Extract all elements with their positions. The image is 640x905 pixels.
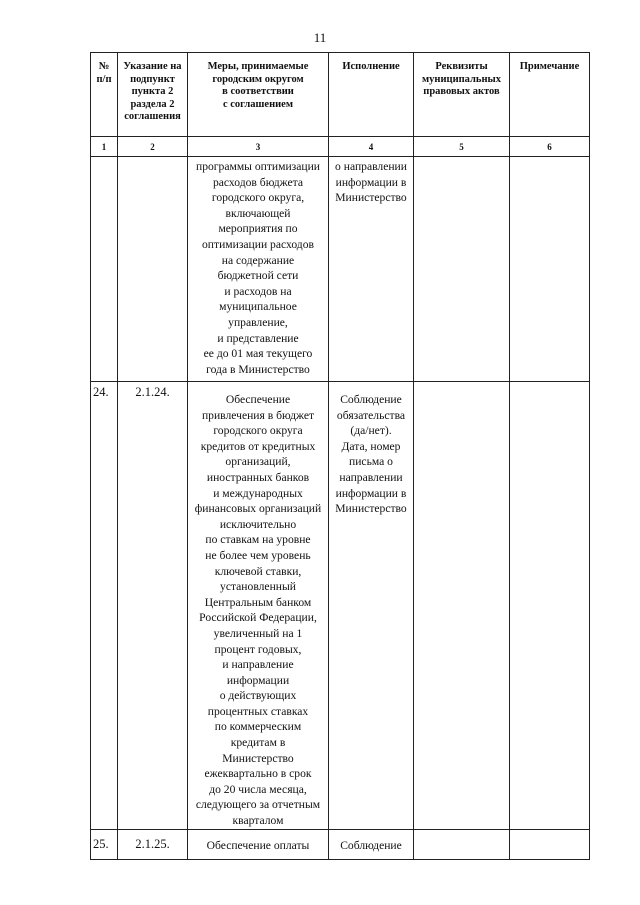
row-legal-acts (414, 157, 510, 382)
text-line: организаций, (225, 455, 291, 469)
text-line: Дата, номер (341, 439, 401, 453)
column-number-row (91, 137, 590, 157)
row-measure (188, 829, 329, 859)
text-line: исключительно (219, 517, 297, 531)
text-line: Центральным банком (204, 595, 312, 609)
row-number (91, 157, 118, 382)
text-line: о направлении (335, 160, 407, 173)
text-line: года в Министерство (206, 362, 310, 376)
text-line: установленный (220, 580, 296, 594)
text-line: увеличенный на 1 (213, 626, 303, 640)
row-measure (188, 382, 329, 830)
text-line: Соблюдение (340, 393, 402, 406)
text-line: управление, (228, 315, 288, 329)
row-note (510, 157, 590, 382)
column-number: 4 (329, 137, 414, 157)
text-line: ключевой ставки, (214, 564, 302, 578)
column-number: 3 (188, 137, 329, 157)
row-subpoint: 2.1.24. (118, 382, 188, 830)
text-line: мероприятия по (218, 222, 298, 236)
text-line: направлении (339, 470, 403, 484)
header-cell: Исполнение (329, 53, 414, 137)
text-line: информации в (335, 486, 407, 500)
text-line: бюджетной сети (217, 269, 299, 283)
text-line: Министерство (335, 191, 407, 205)
text-line: о действующих (219, 689, 297, 703)
text-line: и расходов на (224, 284, 292, 298)
text-line: процент годовых, (214, 642, 302, 656)
text-line: финансовых организаций (194, 502, 322, 516)
text-line: информации в (335, 175, 407, 189)
text-line: оптимизации расходов (202, 237, 314, 251)
header-cell: № п/п (91, 53, 118, 137)
text-line: процентных ставках (207, 704, 309, 718)
text-line: кредитам в (230, 736, 286, 750)
text-line: до 20 числа месяца, (209, 782, 307, 796)
row-legal-acts (414, 829, 510, 859)
table-row (91, 157, 590, 382)
text-line: и представление (217, 331, 299, 345)
column-number: 6 (510, 137, 590, 157)
table-header-row (91, 53, 590, 137)
header-cell: Указание на подпункт пункта 2 раздела 2 соглашения (118, 53, 188, 137)
text-line: кредитов от кредитных (200, 439, 316, 453)
text-line: ее до 01 мая текущего (203, 347, 313, 361)
row-subpoint: 2.1.25. (118, 829, 188, 859)
text-line: следующего за отчетным (195, 798, 321, 812)
table-row (91, 382, 590, 830)
page-number: 11 (313, 30, 327, 45)
text-line: включающей (225, 206, 291, 220)
text-line: расходов бюджета (212, 175, 304, 189)
text-line: Министерство (335, 502, 407, 516)
text-line: муниципальное (219, 300, 297, 314)
row-number: 25. (91, 829, 118, 859)
text-line: городского округа, (211, 191, 305, 205)
column-number: 1 (91, 137, 118, 157)
column-number: 2 (118, 137, 188, 157)
text-line: (да/нет). (350, 424, 392, 438)
row-note (510, 829, 590, 859)
text-line: иностранных банков (206, 470, 310, 484)
text-line: Министерство (222, 751, 294, 765)
text-line: Российской Федерации, (199, 611, 317, 625)
text-line: по ставкам на уровне (205, 533, 311, 547)
text-line: городского округа (213, 424, 303, 438)
text-line: привлечения в бюджет (201, 408, 315, 422)
column-number: 5 (414, 137, 510, 157)
header-cell: Реквизиты муниципальных правовых актов (414, 53, 510, 137)
row-execution (329, 157, 414, 382)
text-line: письма о (349, 455, 393, 469)
header-cell: Примечание (510, 53, 590, 137)
row-measure (188, 157, 329, 382)
text-line: по коммерческим (214, 720, 302, 734)
row-legal-acts (414, 382, 510, 830)
text-line: Обеспечение (225, 393, 291, 406)
row-execution (329, 382, 414, 830)
text-line: обязательства (336, 408, 406, 422)
text-line: и международных (213, 486, 303, 500)
text-line: Соблюдение (340, 838, 402, 852)
text-line: на содержание (221, 253, 295, 267)
text-line: программы оптимизации (195, 160, 320, 173)
text-line: ежеквартально в срок (204, 767, 312, 781)
row-note (510, 382, 590, 830)
text-line: Обеспечение оплаты (206, 838, 310, 852)
text-line: не более чем уровень (205, 548, 311, 562)
row-execution (329, 829, 414, 859)
row-number: 24. (91, 382, 118, 830)
text-line: кварталом (232, 814, 284, 828)
table-row (91, 829, 590, 859)
row-subpoint (118, 157, 188, 382)
text-line: и направление (222, 658, 294, 672)
measures-table (90, 52, 590, 860)
header-cell: Меры, принимаемые городским округом в соответствии с соглашением (188, 53, 329, 137)
text-line: информации (226, 673, 290, 687)
